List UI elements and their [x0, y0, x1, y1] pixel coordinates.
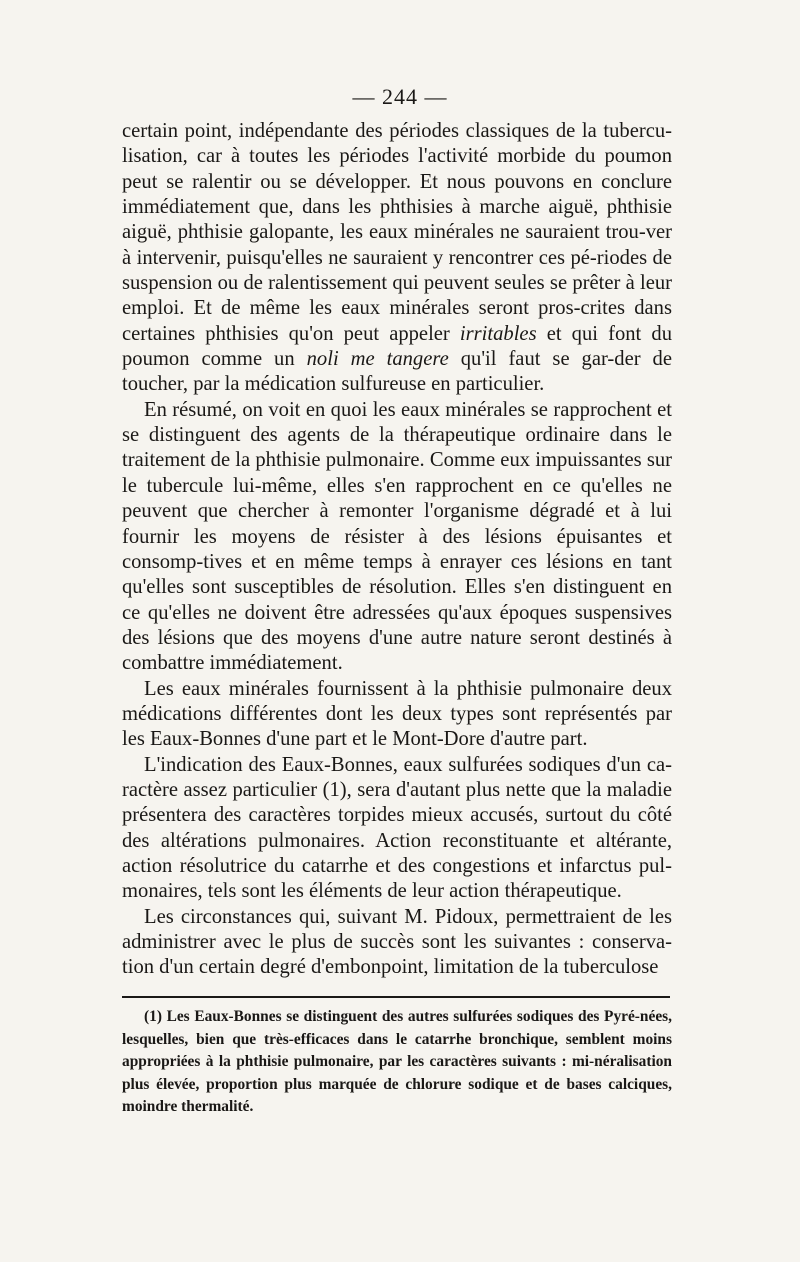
italic-irritables: irritables — [459, 322, 537, 345]
footnote-divider — [122, 996, 670, 998]
paragraph-3: Les eaux minérales fournissent à la phthisie pulmonaire deux médications différentes dont les deux types sont représentés par les Eaux-Bonnes d'une part et le Mont-Dore d'autre part. — [122, 677, 672, 751]
footnote-text: (1) Les Eaux-Bonnes se distinguent des autres sulfurées sodiques des Pyré-nées, lesquelles, bien que très-efficaces dans le catarrhe bronchique, semblent moins appropriées à la phthisie pulmonaire, par les caractères suivants : mi-néralisation plus élevée, proportion plus marquée de chlorure sodique et de bases calciques, moindre thermalité. — [122, 1008, 672, 1115]
paragraph-1-text: certain point, indépendante des périodes classiques de la tubercu-lisation, car à toutes les périodes l'activité morbide du poumon peut se ralentir ou se développer. Et nous pouvons en conclure immédiatement que, dans les phthisies à marche aiguë, phthisie aiguë, phthisie galopante, les eaux minérales ne sauraient trou-ver à intervenir, puisqu'elles ne sauraient y rencontrer ces pé-riodes de suspension ou de ralentissement qui peuvent seules se prêter à leur emploi. Et de même les eaux minérales seront pros-crites dans certaines phthisies qu'on peut appeler — [122, 120, 672, 345]
paragraph-1-middle: et qui font du poumon comme un — [122, 322, 672, 371]
paragraph-5: Les circonstances qui, suivant M. Pidoux, permettraient de les administrer avec le plus de succès sont les suivantes : conserva-tion d'un certain degré d'embonpoint, limitation de la tuberculose — [122, 905, 672, 979]
paragraph-4: L'indication des Eaux-Bonnes, eaux sulfurées sodiques d'un ca-ractère assez particulier (1), sera d'autant plus nette que la maladie présentera des caractères torpides mieux accusés, surtout du côté des altérations pulmonaires. Action reconstituante et altérante, action résolutrice du catarrhe et des congestions et infarctus pul-monaires, tels sont les éléments de leur action thérapeutique. — [122, 753, 672, 903]
italic-noli-me-tangere: noli me tangere — [306, 348, 449, 371]
paragraph-2: En résumé, on voit en quoi les eaux minérales se rapprochent et se distinguent des agents de la thérapeutique ordinaire dans le traitement de la phthisie pulmonaire. Comme eux impuissantes sur le tubercule lui-même, elles s'en rapprochent en ce qu'elles ne peuvent que chercher à remonter l'organisme dégradé et à lui fournir les moyens de résister à des lésions épuisantes et consomp-tives et en même temps à enrayer ces lésions en tant qu'elles sont susceptibles de résolution. Elles s'en distinguent en ce qu'elles ne doivent être adressées qu'aux époques suspensives des lésions que des moyens d'une autre nature seront destinés à combattre immédiatement. — [122, 398, 672, 675]
paragraph-1 — [122, 119, 672, 398]
paragraph-1-end: qu'il faut se gar-der de toucher, par la médication sulfureuse en particulier. — [122, 348, 672, 396]
page-number: — 244 — — [352, 84, 448, 109]
main-text — [122, 119, 672, 981]
footnote — [122, 1006, 672, 1119]
